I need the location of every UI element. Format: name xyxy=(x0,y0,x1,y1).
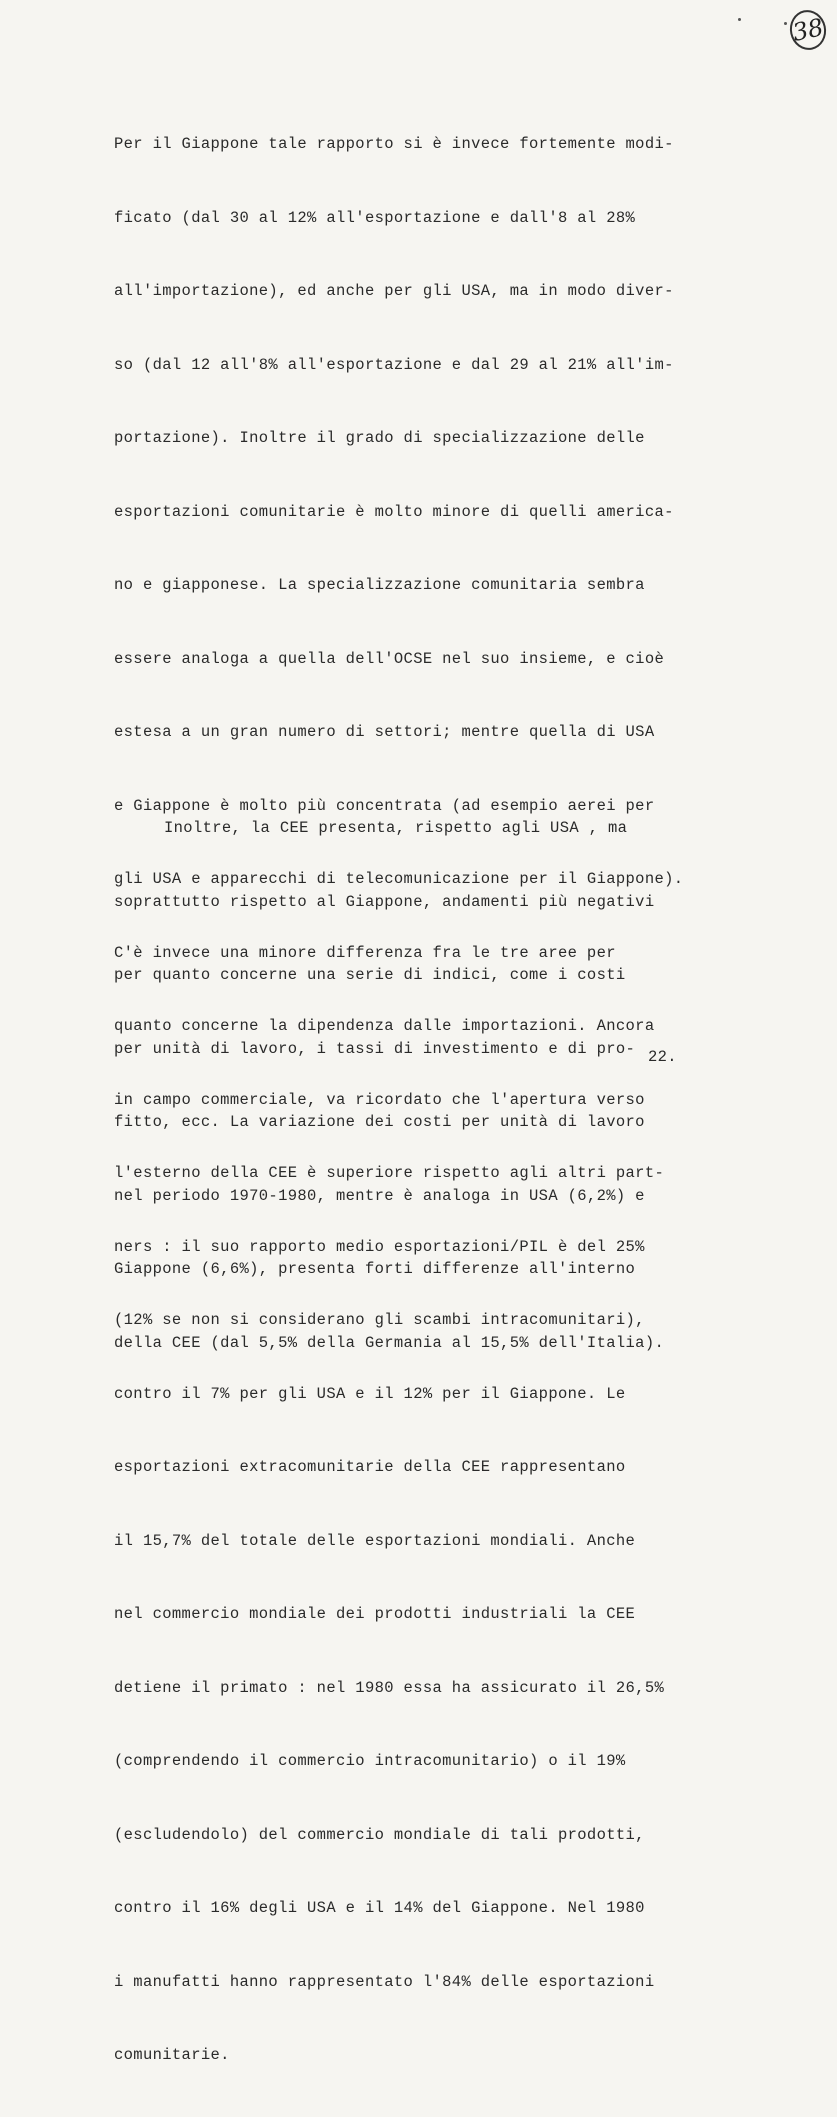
handwritten-page-mark: 38 xyxy=(786,7,830,54)
text-line: per unità di lavoro, i tassi di investimento e di pro- xyxy=(114,1039,636,1058)
text-line: portazione). Inoltre il grado di specializzazione delle xyxy=(114,429,645,447)
text-line: e Giappone è molto più concentrata (ad esempio aerei per xyxy=(114,796,655,815)
page-number: 22. xyxy=(648,1048,677,1066)
text-line: (12% se non si considerano gli scambi intracomunitari), xyxy=(114,1311,645,1329)
text-line: i manufatti hanno rappresentato l'84% delle esportazioni xyxy=(114,1972,655,1991)
text-line: esportazioni extracomunitarie della CEE rappresentano xyxy=(114,1458,626,1476)
text-line: all'importazione), ed anche per gli USA, ma in modo diver- xyxy=(114,282,674,300)
text-line: Giappone (6,6%), presenta forti differenze all'interno xyxy=(114,1260,636,1278)
text-line: il 15,7% del totale delle esportazioni mondiali. Anche xyxy=(114,1531,636,1550)
text-line: (escludendolo) del commercio mondiale di tali prodotti, xyxy=(114,1825,645,1844)
text-line: ficato (dal 30 al 12% all'esportazione e dall'8 al 28% xyxy=(114,208,636,227)
text-line: nel commercio mondiale dei prodotti industriali la CEE xyxy=(114,1605,636,1623)
text-line: Inoltre, la CEE presenta, rispetto agli USA , ma xyxy=(164,819,628,837)
speck-mark xyxy=(784,22,787,25)
text-line: (comprendendo il commercio intracomunitario) o il 19% xyxy=(114,1752,626,1770)
text-line: fitto, ecc. La variazione dei costi per unità di lavoro xyxy=(114,1113,645,1131)
text-line: della CEE (dal 5,5% della Germania al 15,5% dell'Italia). xyxy=(114,1333,665,1352)
text-line: ners : il suo rapporto medio esportazioni/PIL è del 25% xyxy=(114,1237,645,1256)
text-line: gli USA e apparecchi di telecomunicazione per il Giappone). xyxy=(114,870,684,888)
text-line: C'è invece una minore differenza fra le tre aree per xyxy=(114,943,616,962)
speck-mark xyxy=(738,18,741,21)
text-line: nel periodo 1970-1980, mentre è analoga in USA (6,2%) e xyxy=(114,1186,645,1205)
text-line: estesa a un gran numero di settori; mentre quella di USA xyxy=(114,723,655,741)
text-line: essere analoga a quella dell'OCSE nel suo insieme, e cioè xyxy=(114,649,665,668)
text-line: soprattutto rispetto al Giappone, andamenti più negativi xyxy=(114,892,655,911)
text-line: in campo commerciale, va ricordato che l'apertura verso xyxy=(114,1090,645,1109)
text-line: contro il 7% per gli USA e il 12% per il Giappone. Le xyxy=(114,1384,626,1403)
text-line: per quanto concerne una serie di indici, come i costi xyxy=(114,966,626,984)
text-line: no e giapponese. La specializzazione comunitaria sembra xyxy=(114,576,645,594)
text-line: so (dal 12 all'8% all'esportazione e dal 29 al 21% all'im- xyxy=(114,355,674,374)
text-line: esportazioni comunitarie è molto minore di quelli america- xyxy=(114,502,674,521)
paragraph-2 xyxy=(114,767,734,1404)
text-line: quanto concerne la dipendenza dalle importazioni. Ancora xyxy=(114,1017,655,1035)
text-line: contro il 16% degli USA e il 14% del Giappone. Nel 1980 xyxy=(114,1899,645,1917)
text-line: detiene il primato : nel 1980 essa ha assicurato il 26,5% xyxy=(114,1678,665,1697)
text-line: comunitarie. xyxy=(114,2046,230,2064)
text-line: l'esterno della CEE è superiore rispetto agli altri part- xyxy=(114,1164,665,1182)
text-line: Per il Giappone tale rapporto si è invece fortemente modi- xyxy=(114,135,674,153)
